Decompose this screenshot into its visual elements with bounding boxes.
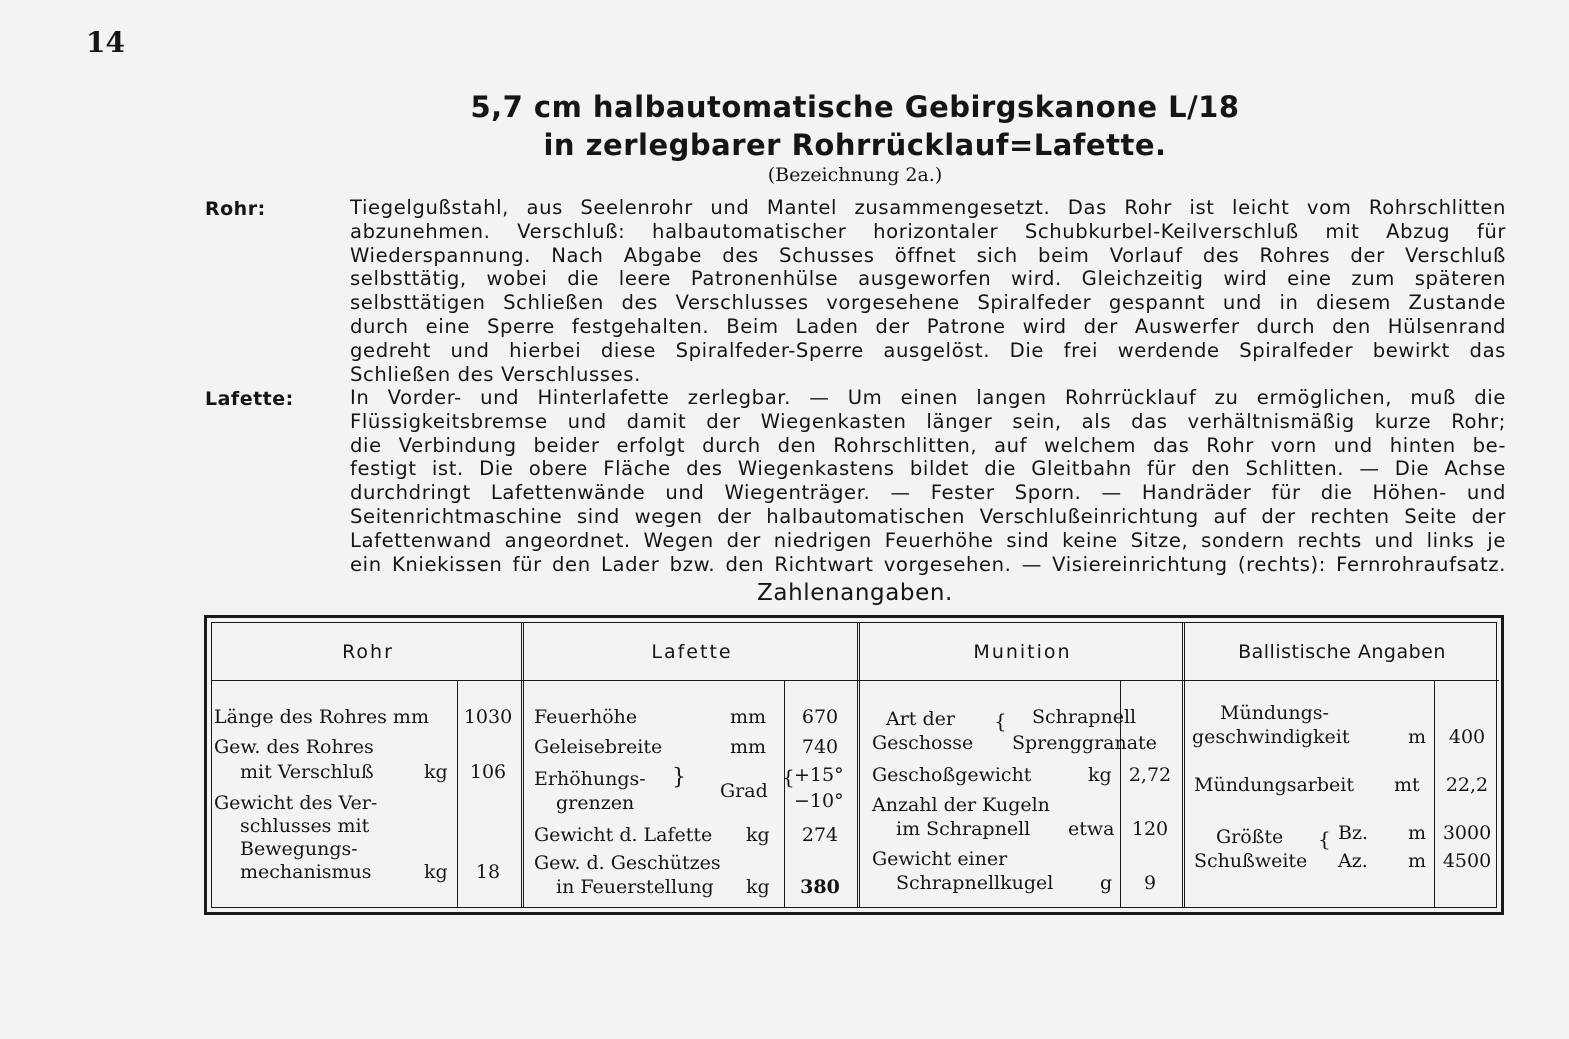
text-line: Wiederspannung. Nach Abgabe des Schusses öffnet sich beim Vorlauf des Rohres der Verschluß <box>350 243 1506 267</box>
text-line: durchdringt Lafettenwände und Wiegenträger. — Fester Sporn. — Handräder für die Höhen- und <box>350 481 1506 505</box>
kugel-gewicht-label-b: Schrapnellkugel <box>896 872 1054 894</box>
erhoehung-value-plus: +15° <box>794 764 844 786</box>
erhoehung-label-a: Erhöhungs- <box>534 768 646 790</box>
muendungsgeschw-value: 400 <box>1448 726 1486 748</box>
geschuetz-gewicht-label-a: Gew. d. Geschützes <box>534 852 721 874</box>
geschoss-art-sprenggranate: Sprenggranate <box>1012 732 1157 754</box>
rohr-laenge-value: 1030 <box>463 706 513 728</box>
geschossgewicht-unit: kg <box>1088 764 1112 786</box>
header-ballistik: Ballistische Angaben <box>1238 641 1446 663</box>
schussweite-label-b: Schußweite <box>1194 850 1308 872</box>
text-line: ein Kniekissen für den Lader bzw. den Richtwart vorgesehen. — Visiereinrichtung (rechts): Fernrohraufsatz. <box>350 552 1506 576</box>
geschossgewicht-label: Geschoßgewicht <box>872 764 1032 786</box>
kugeln-label-b: im Schrapnell <box>896 818 1031 840</box>
text-line: Flüssigkeitsbremse und damit der Wiegenkasten länger sein, als das verhältnismäßig kurze Rohr; <box>350 409 1506 433</box>
schussweite-az-value: 4500 <box>1442 850 1492 872</box>
title-line-2: in zerlegbarer Rohrrücklauf=Lafette. <box>543 128 1167 162</box>
feuerhoehe-value: 670 <box>801 706 839 728</box>
gewicht-lafette-label: Gewicht d. Lafette <box>534 824 713 846</box>
text-line: abzunehmen. Verschluß: halbautomatischer horizontaler Schubkurbel-Keilverschluß mit Abzug für <box>350 219 1506 243</box>
geschoss-art-label-b: Geschosse <box>872 732 974 754</box>
rohr-gewicht-value: 106 <box>469 761 507 783</box>
text-line: selbsttätig, wobei die leere Patronenhülse ausgeworfen wird. Gleichzeitig wird eine zum späteren <box>350 267 1506 291</box>
text-line: selbsttätigen Schließen des Verschlusses vorgesehene Spiralfeder gespannt und in diesem Zustande <box>350 291 1506 315</box>
text-line: Lafettenwand angeordnet. Wegen der niedrigen Feuerhöhe sind keine Sitze, sondern rechts und links je <box>350 528 1506 552</box>
verschluss-gewicht-label-d: mechanismus <box>240 861 372 883</box>
schussweite-bz: Bz. <box>1338 822 1369 844</box>
brace-icon: { <box>994 709 1007 733</box>
lafette-text <box>350 386 1506 576</box>
gewicht-lafette-value: 274 <box>801 824 839 846</box>
table-inner <box>211 622 1497 908</box>
kugeln-unit: etwa <box>1068 818 1115 840</box>
header-rule <box>860 680 1185 681</box>
schussweite-az: Az. <box>1338 850 1368 872</box>
header-lafette: Lafette <box>651 641 733 663</box>
header-rohr: Rohr <box>342 641 394 663</box>
schussweite-unit-az: m <box>1408 850 1427 872</box>
erhoehung-label-b: grenzen <box>556 792 635 814</box>
geschoss-art-schrapnell: Schrapnell <box>1032 706 1137 728</box>
rohr-gewicht-label-a: Gew. des Rohres <box>214 736 374 758</box>
text-line: Seitenrichtmaschine sind wegen der halbautomatischen Verschlußeinrichtung auf der rechten Seite der <box>350 504 1506 528</box>
kugel-gewicht-label-a: Gewicht einer <box>872 848 1008 870</box>
text-line: durch eine Sperre festgehalten. Beim Laden der Patrone wird der Auswerfer durch den Hülsenrand <box>350 314 1506 338</box>
column-divider <box>521 623 524 907</box>
verschluss-gewicht-label-b: schlusses mit <box>240 815 370 837</box>
geschuetz-gewicht-label-b: in Feuerstellung <box>556 876 714 898</box>
muendungsarbeit-value: 22,2 <box>1445 774 1489 796</box>
geleisebreite-unit: mm <box>730 736 767 758</box>
feuerhoehe-label: Feuerhöhe <box>534 706 638 728</box>
brace-icon: } <box>672 765 686 790</box>
text-line: die Verbindung beider erfolgt durch den Rohrschlitten, auf welchem das Rohr vorn und hinten be- <box>350 433 1506 457</box>
header-rule <box>212 680 524 681</box>
data-table <box>204 615 1504 915</box>
lafette-label: Lafette: <box>205 388 294 410</box>
geschuetz-gewicht-value: 380 <box>800 876 840 898</box>
column-divider <box>1182 623 1185 907</box>
verschluss-gewicht-label-a: Gewicht des Ver- <box>214 792 378 814</box>
text-line: gedreht und hierbei diese Spiralfeder-Sperre ausgelöst. Die frei werdende Spiralfeder bewirkt das <box>350 338 1506 362</box>
text-line: Schließen des Verschlusses. <box>350 362 641 386</box>
rohr-laenge-label: Länge des Rohres mm <box>214 706 429 728</box>
muendungsarbeit-label: Mündungsarbeit <box>1194 774 1355 796</box>
geschossgewicht-value: 2,72 <box>1128 764 1172 786</box>
schussweite-unit-bz: m <box>1408 822 1427 844</box>
rohr-gewicht-unit: kg <box>424 761 448 783</box>
geleisebreite-label: Geleisebreite <box>534 736 663 758</box>
geschuetz-gewicht-unit: kg <box>746 876 770 898</box>
muendungsarbeit-unit: mt <box>1394 774 1420 796</box>
feuerhoehe-unit: mm <box>730 706 767 728</box>
zahlenangaben-heading: Zahlenangaben. <box>757 580 953 606</box>
page-number: 14 <box>86 26 125 59</box>
column-divider <box>857 623 860 907</box>
rohr-label: Rohr: <box>205 198 266 220</box>
rohr-text <box>350 196 1506 386</box>
brace-icon: { <box>782 765 795 789</box>
kugel-gewicht-value: 9 <box>1143 872 1157 894</box>
text-line: Tiegelgußstahl, aus Seelenrohr und Mantel zusammengesetzt. Das Rohr ist leicht vom Rohrschlitten <box>350 196 1506 219</box>
erhoehung-value-minus: −10° <box>794 790 844 812</box>
header-rule <box>1185 680 1499 681</box>
muendungsgeschw-label-a: Mündungs- <box>1220 702 1329 724</box>
rohr-gewicht-label-b: mit Verschluß <box>240 761 374 783</box>
brace-icon: { <box>1318 827 1331 851</box>
kugeln-label-a: Anzahl der Kugeln <box>872 794 1050 816</box>
geschoss-art-label-a: Art der <box>886 708 955 730</box>
schussweite-label-a: Größte <box>1216 826 1284 848</box>
kugeln-value: 120 <box>1131 818 1169 840</box>
erhoehung-unit: Grad <box>720 780 768 802</box>
muendungsgeschw-unit: m <box>1408 726 1427 748</box>
muendungsgeschw-label-b: geschwindigkeit <box>1192 726 1350 748</box>
title-line-1: 5,7 cm halbautomatische Gebirgskanone L/18 <box>470 90 1240 124</box>
text-line: In Vorder- und Hinterlafette zerlegbar. — Um einen langen Rohrrücklauf zu ermöglichen, muß die <box>350 386 1506 409</box>
header-rule <box>524 680 860 681</box>
schussweite-bz-value: 3000 <box>1442 822 1492 844</box>
header-munition: Munition <box>973 641 1072 663</box>
gewicht-lafette-unit: kg <box>746 824 770 846</box>
verschluss-gewicht-unit: kg <box>424 861 448 883</box>
text-line: festigt ist. Die obere Fläche des Wiegenkastens bildet die Gleitbahn für den Schlitten. — Die Achse <box>350 457 1506 481</box>
verschluss-gewicht-value: 18 <box>475 861 501 883</box>
verschluss-gewicht-label-c: Bewegungs- <box>240 838 358 860</box>
geleisebreite-value: 740 <box>801 736 839 758</box>
kugel-gewicht-unit: g <box>1100 872 1113 894</box>
designation: (Bezeichnung 2a.) <box>767 164 943 186</box>
